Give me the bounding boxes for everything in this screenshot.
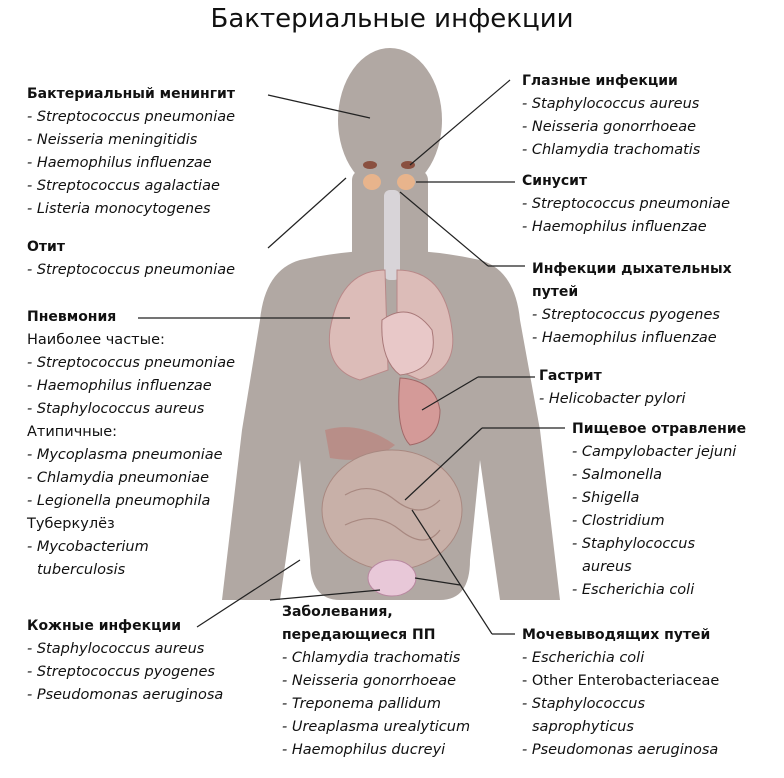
list-item: - Streptococcus agalactiae [27,178,220,194]
right-sinus [397,174,415,190]
list-item-continuation: tuberculosis [37,562,126,578]
pneumonia-subheading: Атипичные: [27,424,117,440]
pneumonia-heading: Пневмония [27,309,117,325]
list-item: - Other Enterobacteriaceae [522,673,720,689]
trachea [384,190,400,280]
list-item: - Mycoplasma pneumoniae [27,447,223,463]
list-item: - Legionella pneumophila [27,493,211,509]
left-eye [363,161,377,169]
list-item: - Streptococcus pneumoniae [27,262,236,278]
urinary-block [522,624,719,762]
list-item: - Chlamydia trachomatis [522,142,701,158]
list-item: - Staphylococcus aureus [27,641,205,657]
list-item: - Chlamydia pneumoniae [27,470,210,486]
gastritis-heading: Гастрит [539,368,602,384]
list-item: - Haemophilus influenzae [522,219,707,235]
list-item: - Salmonella [572,467,663,483]
list-item: - Streptococcus pyogenes [27,664,215,680]
list-item: - Neisseria meningitidis [27,132,198,148]
list-item: - Neisseria gonorrhoeae [522,119,696,135]
sinusitis-heading: Синусит [522,173,588,189]
list-item: - Streptococcus pneumoniae [522,196,731,212]
list-item: - Haemophilus influenzae [27,378,212,394]
respiratory-block [532,258,732,350]
list-item: - Mycobacterium [27,539,149,555]
respiratory-heading: Инфекции дыхательных [532,261,732,277]
list-item-continuation: aureus [582,559,632,575]
list-item: - Staphylococcus aureus [522,96,700,112]
list-item: - Listeria monocytogenes [27,201,211,217]
meningitis-heading: Бактериальный менингит [27,86,235,102]
list-item: - Staphylococcus [522,696,646,712]
gastritis-block [539,365,685,411]
list-item: - Haemophilus influenzae [532,330,717,346]
respiratory-heading-line2: путей [532,284,579,300]
list-item: - Escherichia coli [572,582,695,598]
otitis-heading: Отит [27,239,65,255]
std-block [282,601,470,762]
list-item: - Chlamydia trachomatis [282,650,461,666]
list-item: - Ureaplasma urealyticum [282,719,471,735]
list-item: - Shigella [572,490,640,506]
sinusitis-block [522,170,730,239]
eye-block [522,70,700,162]
meningitis-block [27,83,235,221]
list-item-continuation: saprophyticus [532,719,634,735]
left-sinus [363,174,381,190]
list-item: - Streptococcus pneumoniae [27,355,236,371]
list-item: - Treponema pallidum [282,696,441,712]
list-item: - Streptococcus pneumoniae [27,109,236,125]
list-item: - Escherichia coli [522,650,645,666]
food-block [572,418,746,602]
list-item: - Pseudomonas aeruginosa [522,742,719,758]
list-item: - Helicobacter pylori [539,391,686,407]
std-heading-line2: передающиеся ПП [282,627,436,643]
page-title: Бактериальные инфекции [210,4,574,34]
std-heading: Заболевания, [282,604,393,620]
list-item: - Haemophilus influenzae [27,155,212,171]
list-item: - Clostridium [572,513,665,529]
list-item: - Staphylococcus [572,536,696,552]
list-item: - Pseudomonas aeruginosa [27,687,224,703]
pneumonia-subheading: Туберкулёз [27,516,115,532]
intestines [322,450,462,570]
skin-heading: Кожные инфекции [27,618,182,634]
pneumonia-subheading: Наиболее частые: [27,332,165,348]
pneumonia-block [27,306,235,582]
skin-block [27,615,223,707]
eye-heading: Глазные инфекции [522,73,678,89]
list-item: - Neisseria gonorrhoeae [282,673,456,689]
list-item: - Campylobacter jejuni [572,444,737,460]
list-item: - Streptococcus pyogenes [532,307,720,323]
otitis-block [27,236,235,282]
list-item: - Haemophilus ducreyi [282,742,446,758]
urinary-heading: Мочевыводящих путей [522,627,711,643]
food-heading: Пищевое отравление [572,421,747,437]
list-item: - Staphylococcus aureus [27,401,205,417]
